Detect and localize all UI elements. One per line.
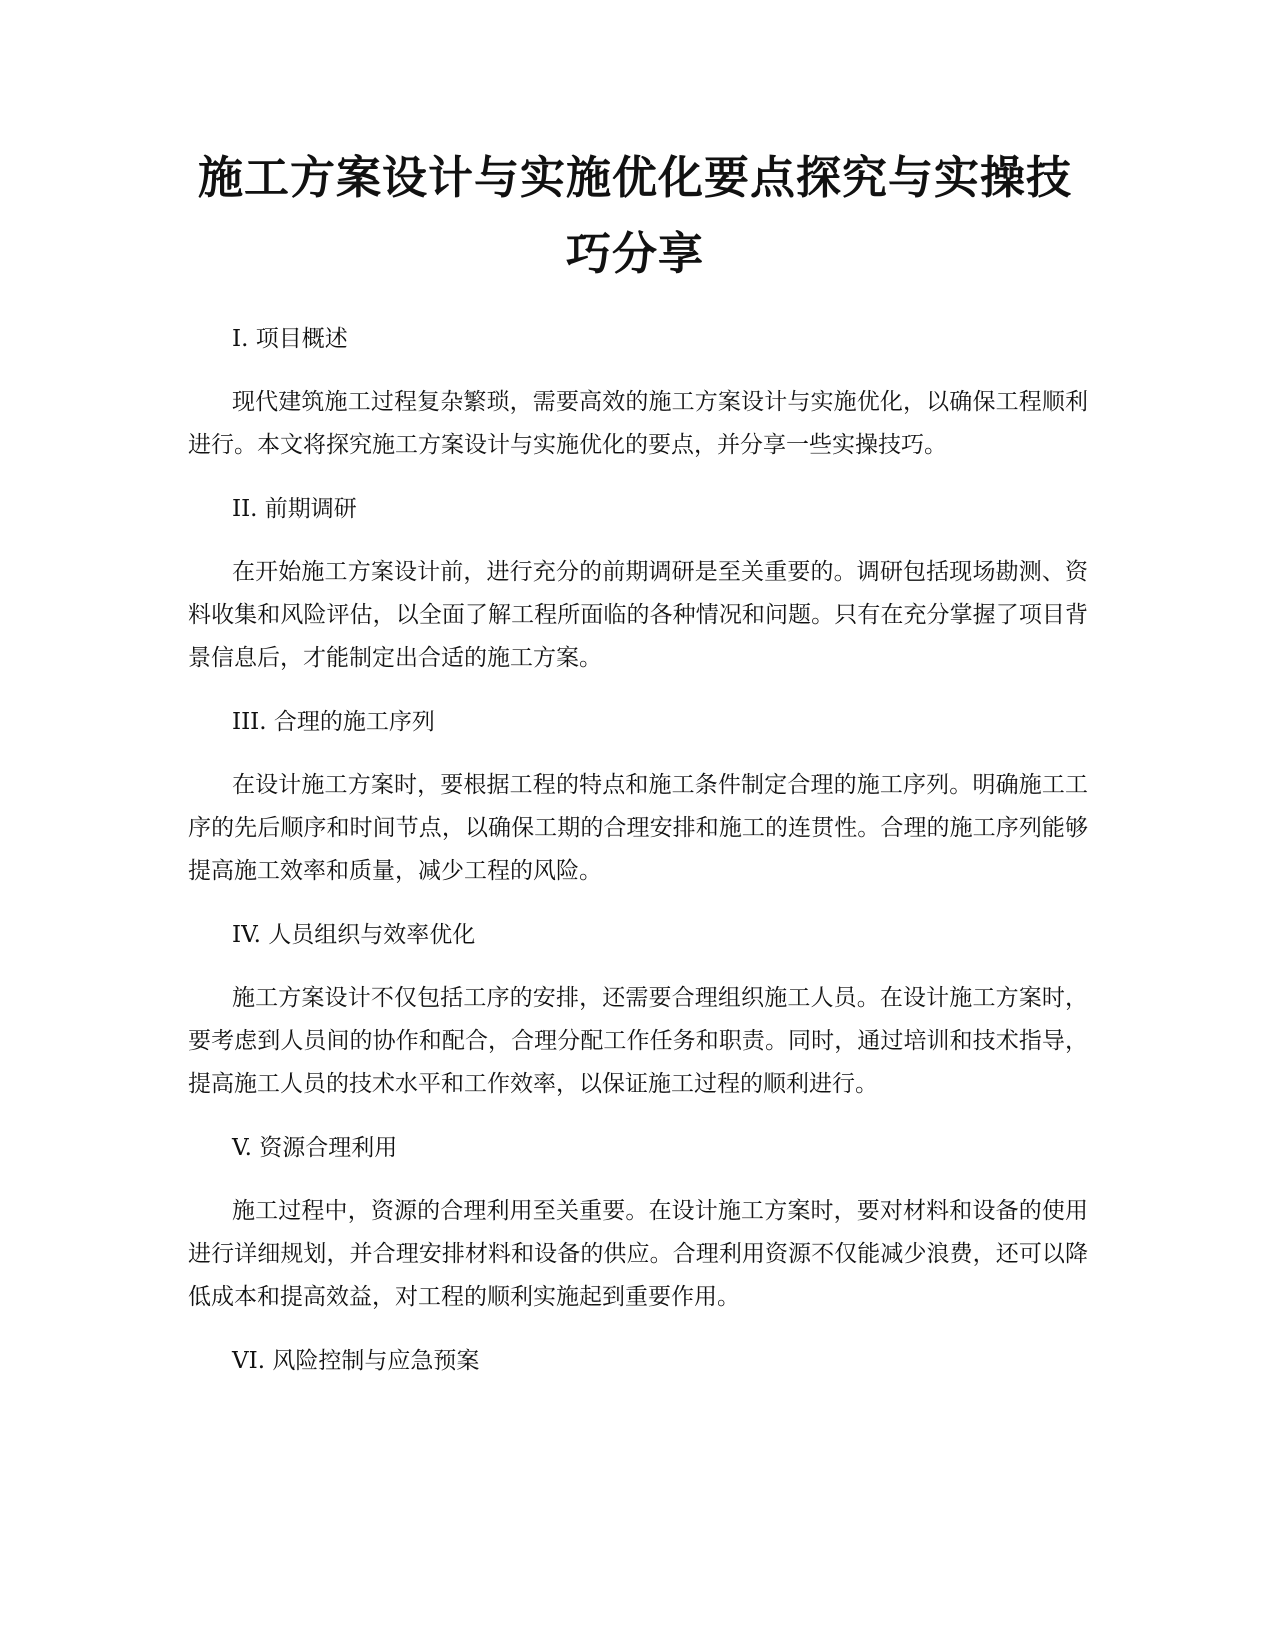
section-paragraph-3: 在设计施工方案时，要根据工程的特点和施工条件制定合理的施工序列。明确施工工序的先后顺序和时间节点，以确保工期的合理安排和施工的连贯性。合理的施工序列能够提高施工效率和质量，减少工程的风险。 — [188, 772, 1088, 884]
section-paragraph-1: 现代建筑施工过程复杂繁琐，需要高效的施工方案设计与实施优化，以确保工程顺利进行。本文将探究施工方案设计与实施优化的要点，并分享一些实操技巧。 — [188, 389, 1088, 458]
section-heading-2: II. 前期调研 — [232, 496, 357, 522]
document-title: 施工方案设计与实施优化要点探究与实操技巧分享 — [197, 151, 1072, 280]
section-paragraph-5: 施工过程中，资源的合理利用至关重要。在设计施工方案时，要对材料和设备的使用进行详细规划，并合理安排材料和设备的供应。合理利用资源不仅能减少浪费，还可以降低成本和提高效益，对工程的顺利实施起到重要作用。 — [188, 1198, 1088, 1310]
section-heading-1: I. 项目概述 — [232, 326, 348, 352]
section-paragraph-4: 施工方案设计不仅包括工序的安排，还需要合理组织施工人员。在设计施工方案时，要考虑到人员间的协作和配合，合理分配工作任务和职责。同时，通过培训和技术指导，提高施工人员的技术水平和工作效率，以保证施工过程的顺利进行。 — [188, 985, 1088, 1097]
section-heading-3: III. 合理的施工序列 — [232, 709, 435, 735]
document-body — [188, 318, 1088, 1403]
section-heading-4: IV. 人员组织与效率优化 — [232, 922, 476, 948]
section-heading-6: VI. 风险控制与应急预案 — [232, 1348, 480, 1374]
section-paragraph-2: 在开始施工方案设计前，进行充分的前期调研是至关重要的。调研包括现场勘测、资料收集和风险评估，以全面了解工程所面临的各种情况和问题。只有在充分掌握了项目背景信息后，才能制定出合适的施工方案。 — [188, 559, 1088, 671]
section-heading-5: V. 资源合理利用 — [232, 1135, 398, 1161]
